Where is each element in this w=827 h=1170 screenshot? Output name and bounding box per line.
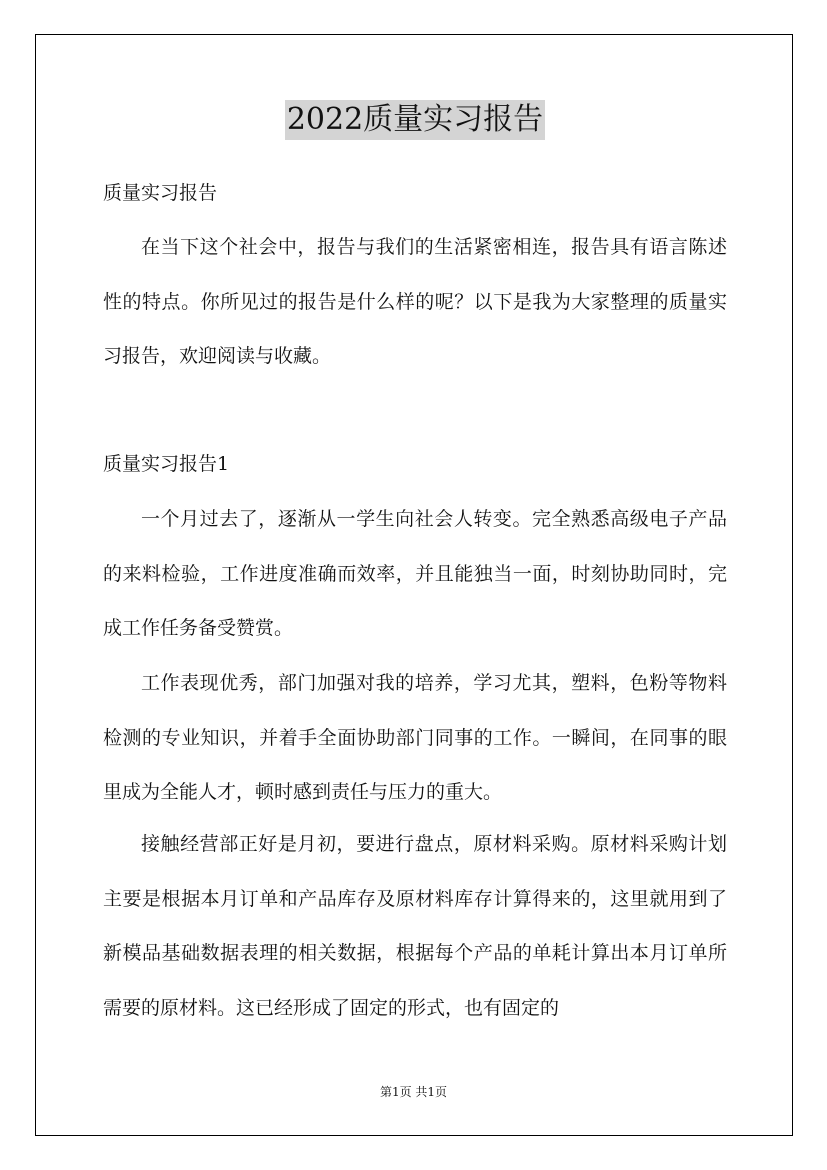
intro-paragraph: 在当下这个社会中，报告与我们的生活紧密相连，报告具有语言陈述性的特点。你所见过的报告是什么样的呢？以下是我为大家整理的质量实习报告，欢迎阅读与收藏。 [103,236,727,367]
body-paragraph-1: 一个月过去了，逐渐从一学生向社会人转变。完全熟悉高级电子产品的来料检验，工作进度准确而效率，并且能独当一面，时刻协助同时，完成工作任务备受赞赏。 [103,508,727,639]
title-wrap [103,100,727,140]
page-footer: 第1页 共1页 [379,1085,448,1099]
document-title: 2022质量实习报告 [285,100,545,140]
section-heading: 质量实习报告1 [103,453,230,475]
body-paragraph-3: 接触经营部正好是月初，要进行盘点，原材料采购。原材料采购计划主要是根据本月订单和产品库存及原材料库存计算得来的，这里就用到了新模品基础数据表理的相关数据，根据每个产品的单耗计算出本月订单所需要的原材料。这已经形成了固定的形式，也有固定的 [103,833,727,1019]
intro-heading: 质量实习报告 [103,182,218,204]
body-paragraph-2: 工作表现优秀，部门加强对我的培养，学习尤其，塑料，色粉等物料检测的专业知识，并着手全面协助部门同事的工作。一瞬间，在同事的眼里成为全能人才，顿时感到责任与压力的重大。 [103,672,727,803]
